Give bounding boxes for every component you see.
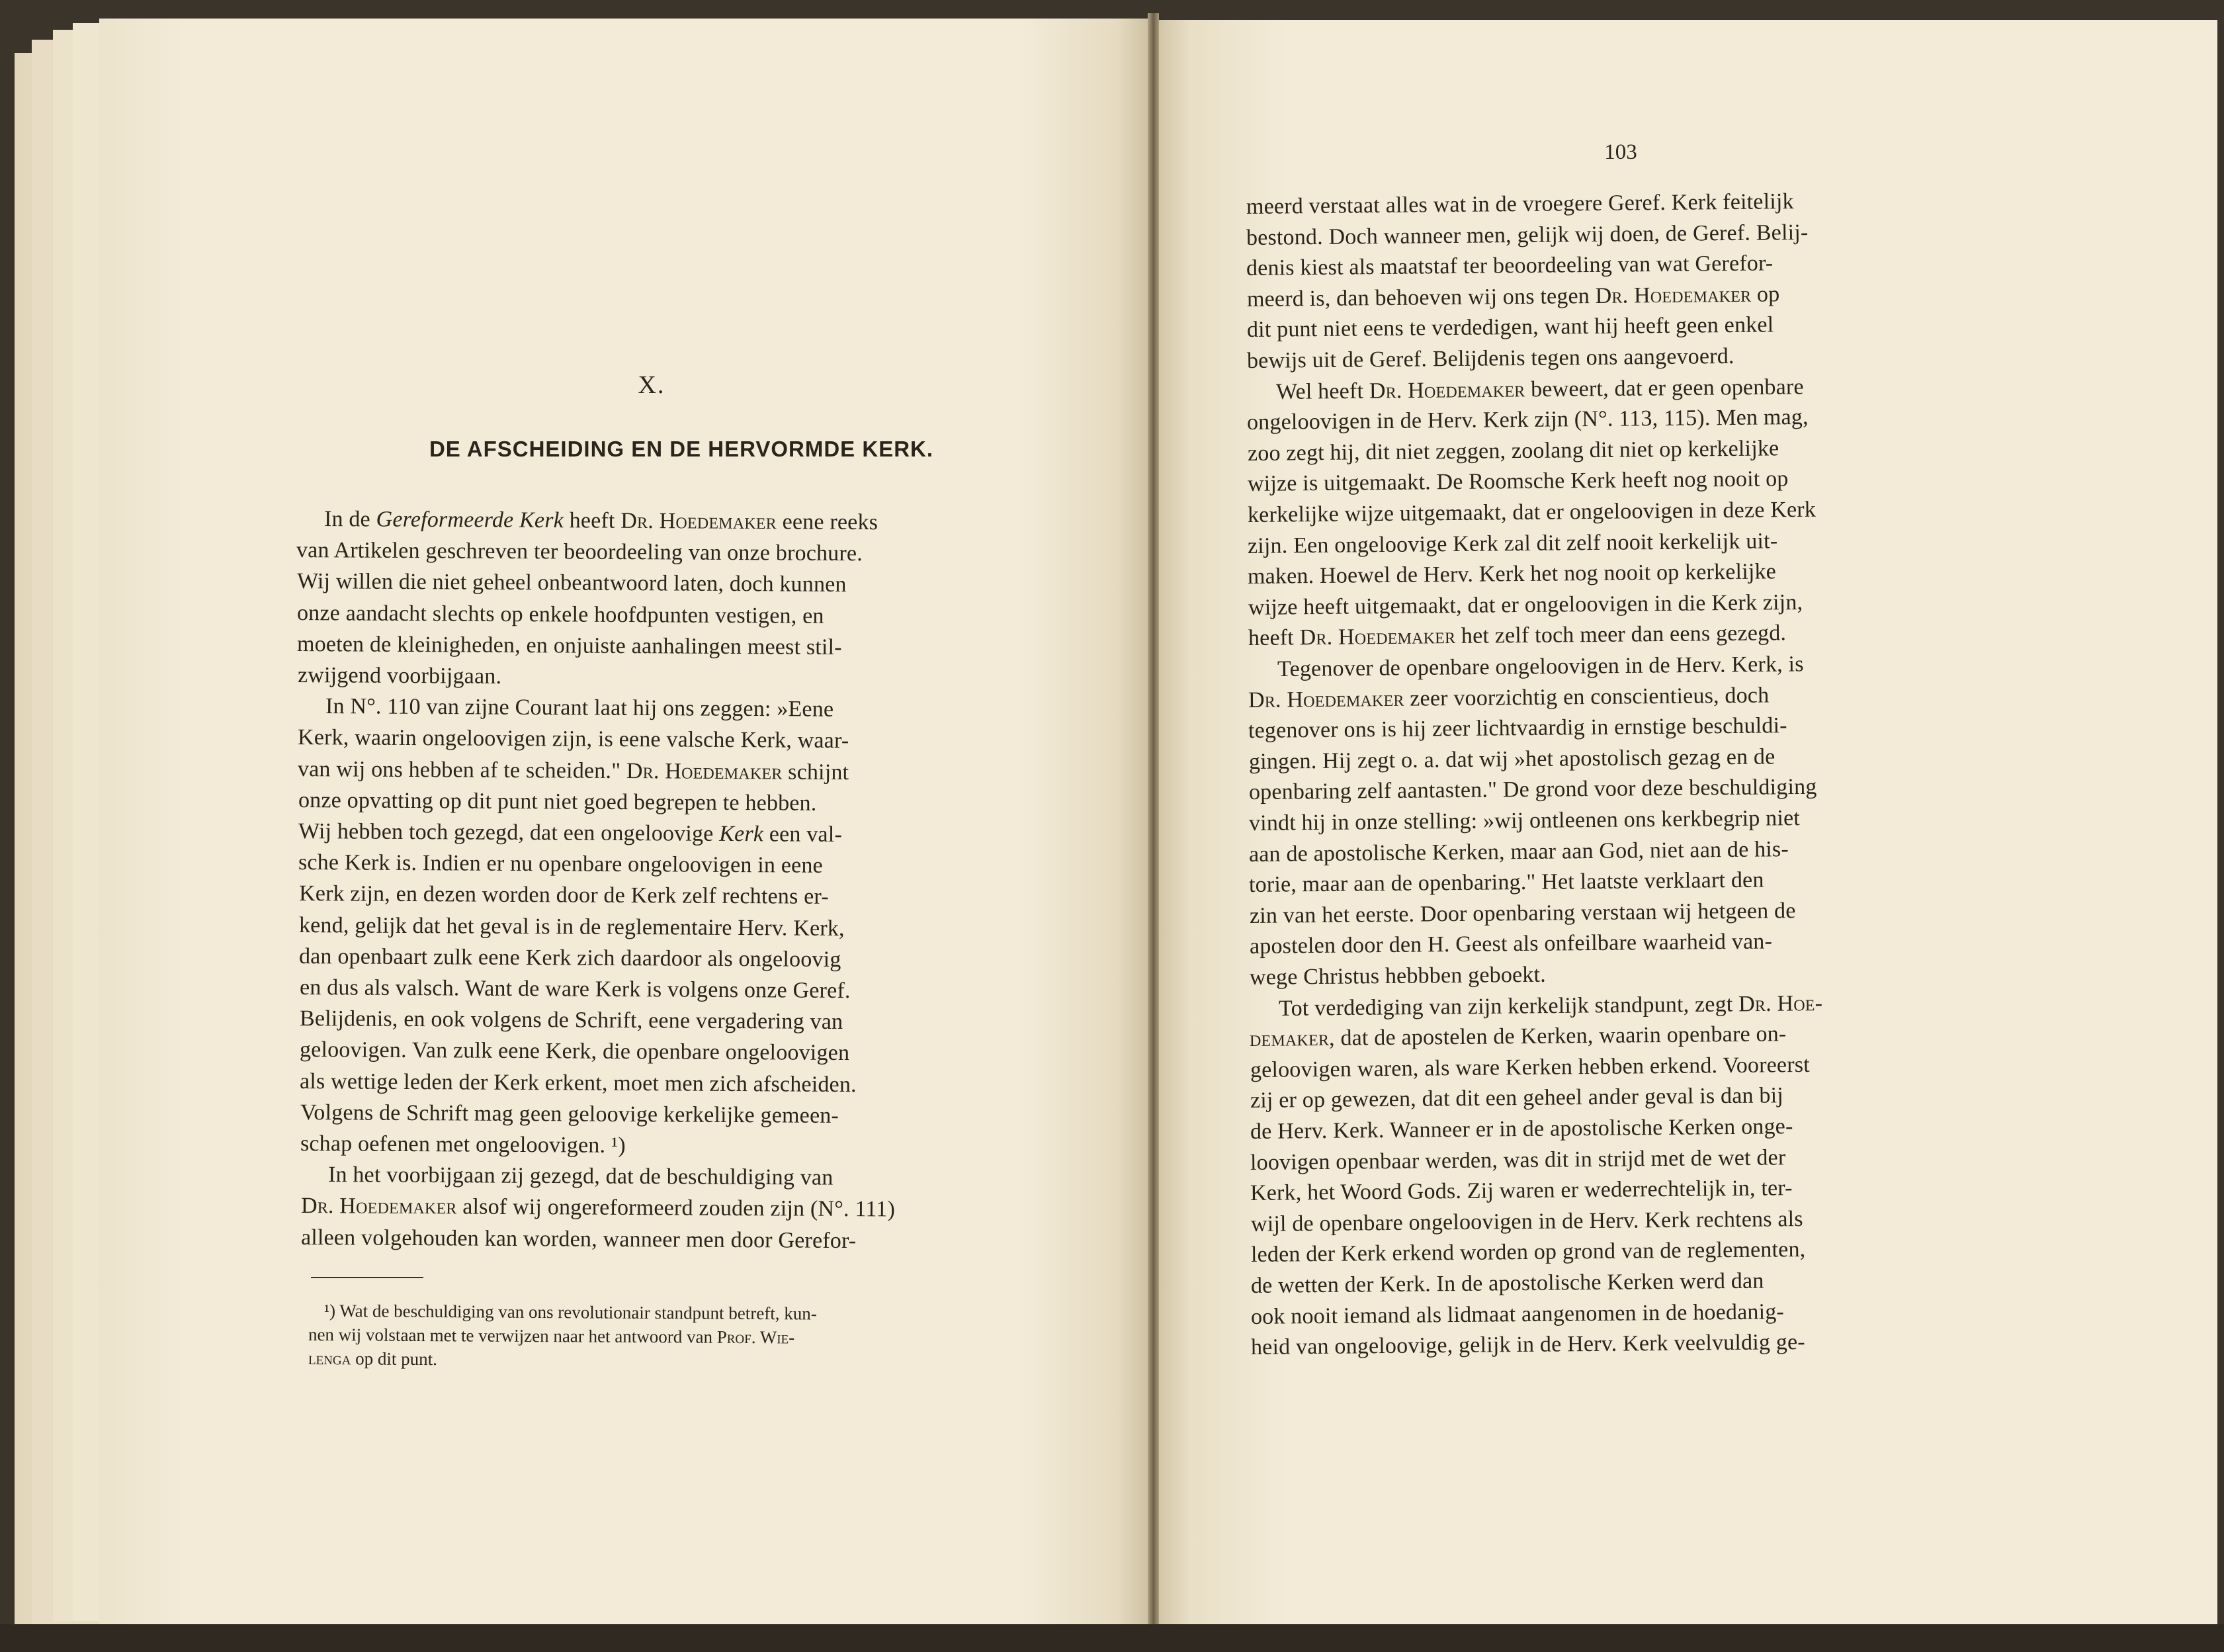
body-line bbox=[1249, 896, 1795, 932]
text-run: heeft bbox=[1248, 625, 1300, 651]
body-line bbox=[1276, 372, 1804, 408]
body-line bbox=[1247, 341, 1734, 376]
text-run: openbaring zelf aantasten." De grond voor deze beschuldiging bbox=[1248, 775, 1817, 805]
body-line bbox=[1249, 772, 1817, 808]
body-line bbox=[1248, 495, 1816, 531]
footnote-line bbox=[308, 1347, 437, 1370]
text-run: schap oefenen met ongeloovigen. ¹) bbox=[300, 1131, 626, 1158]
footnote-rule bbox=[311, 1277, 423, 1278]
text-run: wege Christus hebbben geboekt. bbox=[1249, 962, 1547, 990]
body-line bbox=[1248, 711, 1787, 746]
text-run: Gereformeerde Kerk bbox=[376, 507, 564, 533]
text-run: Volgens de Schrift mag geen geloovige kerkelijke gemeen- bbox=[300, 1100, 839, 1128]
text-run: loovigen openbaar werden, was dit in strijd met de wet der bbox=[1250, 1145, 1786, 1175]
text-run: geloovigen. Van zulk eene Kerk, die openbare ongeloovigen bbox=[299, 1037, 850, 1066]
text-run: zwijgend voorbijgaan. bbox=[297, 663, 501, 689]
text-run: nen wij volstaan met te verwijzen naar het antwoord van bbox=[308, 1325, 717, 1347]
body-line bbox=[1250, 927, 1772, 963]
body-line bbox=[1251, 1235, 1806, 1270]
text-run: Dr. Hoedemaker bbox=[626, 758, 783, 785]
body-line bbox=[298, 785, 817, 819]
text-run: het zelf toch meer dan eens gezegd. bbox=[1455, 621, 1787, 649]
text-run: Tegenover de openbare ongeloovigen in de Herv. Kerk, is bbox=[1277, 652, 1804, 681]
body-line bbox=[1248, 464, 1789, 500]
body-line bbox=[298, 816, 842, 850]
text-run: meerd verstaat alles wat in de vroegere Geref. Kerk feitelijk bbox=[1246, 189, 1794, 219]
body-line bbox=[1279, 988, 1823, 1024]
text-run: de Herv. Kerk. Wanneer er in de apostolische Kerken onge- bbox=[1250, 1114, 1793, 1144]
body-line bbox=[1247, 402, 1809, 438]
body-line bbox=[298, 754, 849, 788]
text-run: zin van het eerste. Door openbaring verstaan wij hetgeen de bbox=[1249, 898, 1796, 928]
body-line bbox=[1251, 1297, 1784, 1332]
text-run: Dr. Hoedemaker bbox=[1369, 376, 1525, 404]
text-run: alleen volgehouden kan worden, wanneer men door Gerefor- bbox=[300, 1225, 857, 1253]
text-run: lenga bbox=[308, 1348, 351, 1369]
text-run: vindt hij in onze stelling: »wij ontleenen ons kerkbegrip niet bbox=[1248, 806, 1801, 836]
text-run: In de bbox=[323, 507, 376, 532]
text-run: de wetten der Kerk. In de apostolische Kerken werd dan bbox=[1250, 1268, 1764, 1298]
text-run: kerkelijke wijze uitgemaakt, dat er ongeloovigen in deze Kerk bbox=[1247, 497, 1817, 527]
body-line bbox=[299, 941, 841, 975]
text-run: tegenover ons is hij zeer lichtvaardig in ernstige beschuldi- bbox=[1248, 713, 1788, 744]
chapter-title: DE AFSCHEIDING EN DE HERVORMDE KERK. bbox=[429, 437, 934, 461]
text-run: ¹) Wat de beschuldiging van ons revolutionair standpunt betreft, kun- bbox=[323, 1301, 817, 1324]
body-line bbox=[328, 1160, 834, 1194]
text-run: In het voorbijgaan zij gezegd, dat de beschuldiging van bbox=[328, 1162, 834, 1190]
text-run: zoo zegt hij, dit niet zeggen, zoolang dit niet op kerkelijke bbox=[1247, 436, 1779, 466]
body-line bbox=[1246, 187, 1794, 222]
body-line bbox=[324, 504, 878, 538]
body-line bbox=[1246, 249, 1774, 284]
text-run: torie, maar aan de openbaring." Het laatste verklaart den bbox=[1249, 867, 1765, 898]
text-run: eene reeks bbox=[776, 509, 878, 535]
body-line bbox=[300, 1035, 849, 1068]
text-run: Kerk, het Woord Gods. Zij waren er wederrechtelijk in, ter- bbox=[1250, 1176, 1793, 1206]
text-run: Wij hebben toch gezegd, dat een ongeloovige bbox=[298, 819, 720, 846]
text-run: gingen. Hij zegt o. a. dat wij »het apostolisch gezag en de bbox=[1248, 744, 1775, 774]
body-line bbox=[296, 566, 846, 600]
body-line bbox=[1277, 649, 1804, 685]
body-line bbox=[1250, 1050, 1809, 1086]
text-run: In N°. 110 van zijne Courant laat hij ons zeggen: »Eene bbox=[325, 694, 834, 722]
body-line bbox=[298, 722, 849, 756]
text-run: Belijdenis, en ook volgens de Schrift, eene vergadering van bbox=[299, 1006, 843, 1035]
chapter-number: X. bbox=[638, 371, 665, 399]
text-run: moeten de kleinigheden, en onjuiste aanhalingen meest stil- bbox=[297, 631, 843, 660]
text-run: bestond. Doch wanneer men, gelijk wij doen, de Geref. Belij- bbox=[1246, 220, 1809, 250]
text-run: sche Kerk is. Indien er nu openbare ongeloovigen in eene bbox=[298, 850, 824, 879]
text-run: en dus als valsch. Want de ware Kerk is volgens onze Geref. bbox=[299, 975, 851, 1004]
body-line bbox=[1250, 960, 1546, 993]
footnote-line bbox=[324, 1299, 817, 1325]
text-run: maken. Hoewel de Herv. Kerk het nog nooit op kerkelijke bbox=[1248, 559, 1777, 589]
text-run: ongeloovigen in de Herv. Kerk zijn (N°. 113, 115). Men mag, bbox=[1247, 405, 1809, 435]
body-line bbox=[1250, 1111, 1793, 1147]
body-line bbox=[1246, 217, 1809, 253]
text-run: op dit punt. bbox=[351, 1348, 437, 1369]
text-run: alsof wij ongereformeerd zouden zijn (N°. 111) bbox=[456, 1194, 895, 1222]
body-line bbox=[1250, 1204, 1803, 1240]
text-run: Dr. Hoedemaker bbox=[1299, 624, 1456, 650]
text-run: kend, gelijk dat het geval is in de reglementaire Herv. Kerk, bbox=[298, 912, 845, 941]
text-run: heid van ongeloovige, gelijk in de Herv. Kerk veelvuldig ge- bbox=[1251, 1330, 1806, 1360]
body-line bbox=[296, 535, 863, 569]
text-run: apostelen door den H. Geest als onfeilbare waarheid van- bbox=[1249, 929, 1772, 959]
text-run: Dr. Hoedemaker bbox=[1248, 686, 1404, 713]
body-line bbox=[298, 848, 823, 881]
body-line bbox=[1247, 433, 1779, 469]
page-number: 103 bbox=[1604, 140, 1637, 164]
text-run: wijze heeft uitgemaakt, dat er ongeloovigen in die Kerk zijn, bbox=[1248, 589, 1803, 620]
text-run: zijn. Een ongeloovige Kerk zal dit zelf nooit kerkelijk uit- bbox=[1248, 528, 1778, 558]
body-line bbox=[1251, 1327, 1805, 1363]
body-line bbox=[1249, 803, 1800, 839]
body-line bbox=[299, 910, 845, 944]
text-run: onze aandacht slechts op enkele hoofdpunten vestigen, en bbox=[296, 600, 824, 629]
text-run: van Artikelen geschreven ter beoordeeling van onze brochure. bbox=[296, 538, 863, 566]
body-line bbox=[297, 598, 824, 632]
text-run: Tot verdediging van zijn kerkelijk standpunt, zegt bbox=[1279, 991, 1739, 1021]
body-line bbox=[1248, 557, 1776, 593]
text-run: denis kiest als maatstaf ter beoordeeling van wat Gerefor- bbox=[1246, 251, 1774, 281]
text-run: bewijs uit de Geref. Belijdenis tegen ons aangevoerd. bbox=[1246, 343, 1734, 373]
body-line bbox=[1250, 1173, 1793, 1209]
text-run: geloovigen waren, als ware Kerken hebben erkend. Vooreerst bbox=[1250, 1052, 1810, 1082]
text-run: Wel heeft bbox=[1276, 378, 1370, 404]
body-line bbox=[1248, 680, 1770, 716]
text-run: van wij ons hebben af te scheiden." bbox=[298, 756, 627, 783]
text-run: heeft bbox=[563, 508, 621, 533]
text-run: wijl de openbare ongeloovigen in de Herv. Kerk rechtens als bbox=[1250, 1206, 1803, 1237]
text-run: aan de apostolische Kerken, maar aan God, niet aan de his- bbox=[1249, 836, 1789, 867]
scan-background-bottom bbox=[0, 1624, 2224, 1652]
body-line bbox=[1250, 1081, 1783, 1117]
body-line bbox=[300, 1129, 626, 1161]
text-run: zeer voorzichtig en conscientieus, doch bbox=[1404, 683, 1770, 711]
body-line bbox=[300, 1004, 843, 1037]
text-run: demaker bbox=[1250, 1026, 1330, 1052]
text-run: Kerk bbox=[719, 821, 764, 847]
body-line bbox=[1249, 834, 1789, 870]
body-line bbox=[1246, 279, 1779, 315]
text-run: een val- bbox=[763, 822, 843, 848]
body-line bbox=[1250, 1019, 1787, 1055]
body-line bbox=[1247, 310, 1774, 346]
footnote-line bbox=[308, 1323, 794, 1348]
text-run: Dr. Hoedemaker bbox=[620, 508, 777, 535]
text-run: Kerk, waarin ongeloovigen zijn, is eene valsche Kerk, waar- bbox=[297, 725, 849, 754]
text-run: dit punt niet eens te verdedigen, want hij heeft geen enkel bbox=[1246, 312, 1774, 343]
text-run: Kerk zijn, en dezen worden door de Kerk zelf rechtens er- bbox=[298, 881, 829, 910]
text-run: wijze is uitgemaakt. De Roomsche Kerk heeft nog nooit op bbox=[1247, 466, 1789, 497]
text-run: schijnt bbox=[782, 760, 849, 785]
body-line bbox=[1248, 526, 1778, 562]
text-run: onze opvatting op dit punt niet goed begrepen te hebben. bbox=[298, 787, 817, 816]
text-run: , dat de apostelen de Kerken, waarin openbare on- bbox=[1329, 1022, 1787, 1051]
body-line bbox=[1248, 587, 1803, 623]
body-line bbox=[300, 1191, 894, 1225]
body-line bbox=[299, 973, 850, 1006]
body-line bbox=[301, 1223, 857, 1256]
text-run: Wij willen die niet geheel onbeantwoord laten, doch kunnen bbox=[296, 569, 847, 597]
body-line bbox=[297, 660, 501, 692]
text-run: zij er op gewezen, dat dit een geheel ander geval is dan bij bbox=[1250, 1083, 1783, 1113]
body-line bbox=[325, 691, 834, 725]
body-line bbox=[1248, 619, 1787, 654]
body-line bbox=[300, 1098, 839, 1131]
text-run: leden der Kerk erkend worden op grond van de reglementen, bbox=[1250, 1237, 1806, 1268]
body-line bbox=[1251, 1266, 1764, 1301]
body-line bbox=[1248, 742, 1775, 777]
book-gutter bbox=[1148, 13, 1159, 1634]
body-line bbox=[1250, 1143, 1786, 1178]
text-run: beweert, dat er geen openbare bbox=[1525, 374, 1805, 402]
body-line bbox=[1249, 865, 1764, 900]
text-run: meerd is, dan behoeven wij ons tegen bbox=[1246, 283, 1596, 312]
text-run: Prof. Wie- bbox=[716, 1326, 795, 1348]
text-run: als wettige leden der Kerk erkent, moet men zich afscheiden. bbox=[300, 1068, 857, 1097]
text-run: Dr. Hoedemaker bbox=[300, 1194, 457, 1219]
text-run: Dr. Hoedemaker bbox=[1595, 282, 1752, 308]
body-line bbox=[297, 629, 842, 663]
text-run: op bbox=[1750, 282, 1780, 307]
body-line bbox=[298, 879, 828, 912]
text-run: dan openbaart zulk eene Kerk zich daardoor als ongeloovig bbox=[299, 943, 841, 972]
text-run: ook nooit iemand als lidmaat aangenomen in de hoedanig- bbox=[1251, 1299, 1785, 1329]
body-line bbox=[300, 1066, 857, 1100]
text-run: Dr. Hoe- bbox=[1738, 990, 1823, 1016]
